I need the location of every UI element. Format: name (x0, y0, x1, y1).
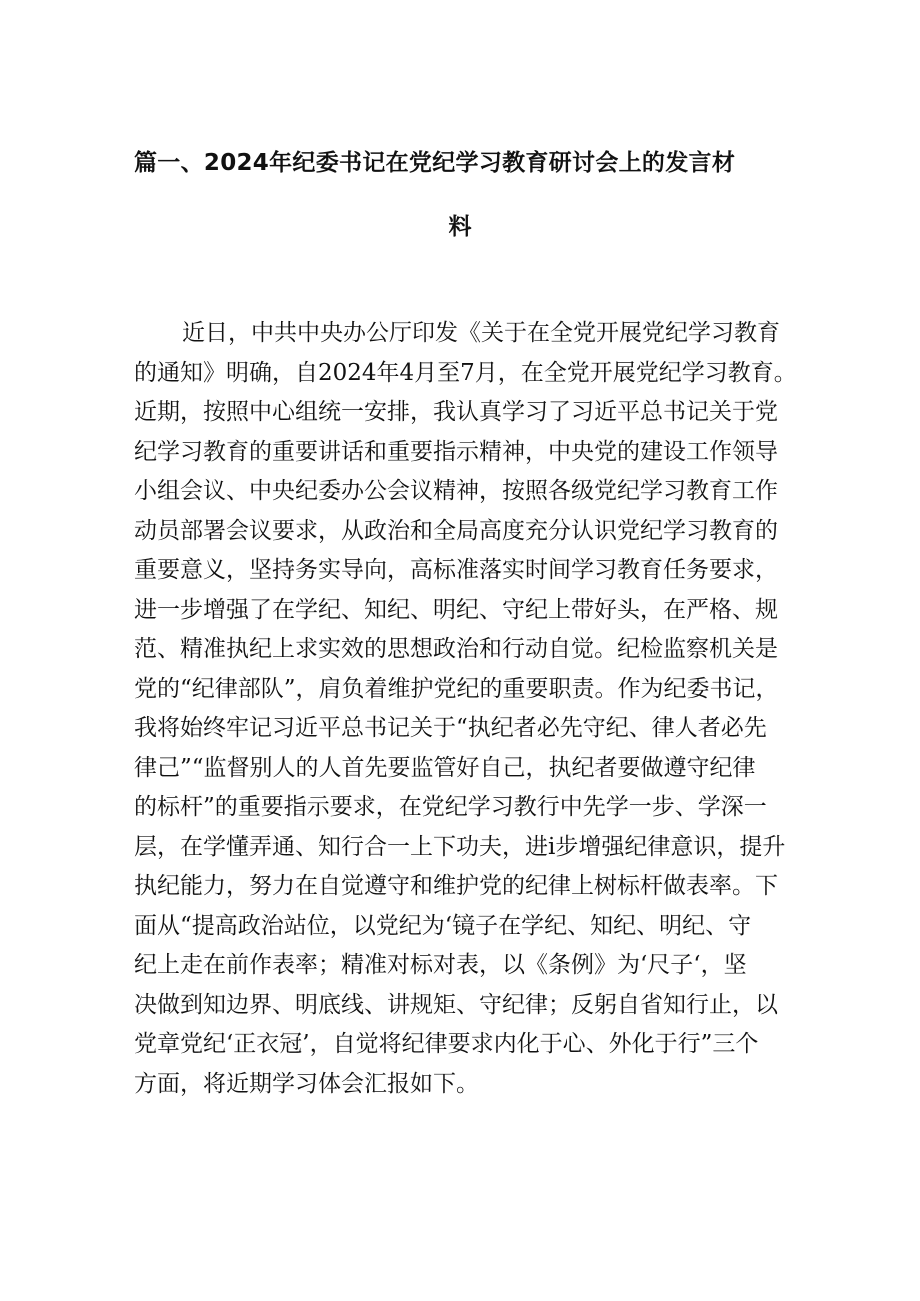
paragraph-line: 小组会议、中央纪委办公会议精神，按照各级党纪学习教育工作 (134, 478, 778, 504)
body-paragraph (134, 314, 797, 1104)
paragraph-line: 层，在学懂弄通、知行合一上下功夫，进i步增强纪律意识，提升 (134, 833, 786, 860)
paragraph-line: 我将始终牢记习近平总书记关于“执纪者必先守纪、律人者必先 (134, 715, 767, 741)
paragraph-line: 纪上走在前作表率；精准对标对表，以《条例》为‘尺子‘，坚 (134, 952, 747, 978)
paragraph-line: 范、精准执纪上求实效的思想政治和行动自觉。纪检监察机关是 (134, 636, 778, 662)
paragraph-line: 纪学习教育的重要讲话和重要指示精神，中央党的建设工作领导 (134, 438, 778, 465)
document-title-line-1: 篇一、2024年纪委书记在党纪学习教育研讨会上的发言材 (134, 150, 736, 176)
paragraph-line: 动员部署会议要求，从政治和全局高度充分认识党纪学习教育的 (134, 517, 778, 544)
paragraph-line: 方面，将近期学习体会汇报如下。 (134, 1070, 479, 1097)
paragraph-line: 执纪能力，努力在自觉遵守和维护党的纪律上树标杆做表率。下 (134, 873, 778, 899)
document-title-line-2: 料 (448, 214, 472, 240)
paragraph-line: 党的“纪律部队”，肩负着维护党纪的重要职责。作为纪委书记， (134, 675, 779, 702)
paragraph-line: 的通知》明确，自2024年4月至7月，在全党开展党纪学习教育。 (134, 359, 797, 386)
paragraph-line: 律己”“监督别人的人首先要监管好自己，执纪者要做遵守纪律 (134, 754, 756, 781)
paragraph-line: 近期，按照中心组统一安排，我认真学习了习近平总书记关于党 (134, 399, 778, 425)
paragraph-line: 党章党纪‘正衣冠’，自觉将纪律要求内化于心、外化于行”三个 (134, 1031, 759, 1057)
paragraph-line: 面从“提高政治站位，以党纪为‘镜子在学纪、知纪、明纪、守 (134, 912, 752, 939)
paragraph-line: 重要意义，坚持务实导向，高标准落实时间学习教育任务要求， (134, 557, 778, 583)
paragraph-line: 决做到知边界、明底线、讲规矩、守纪律；反躬自省知行止，以 (134, 991, 778, 1018)
paragraph-line: 进一步增强了在学纪、知纪、明纪、守纪上带好头，在严格、规 (134, 596, 778, 623)
paragraph-line: 的标杆”的重要指示要求，在党纪学习教行中先学一步、学深一 (134, 794, 767, 820)
paragraph-line: 近日，中共中央办公厅印发《关于在全党开展党纪学习教育 (182, 320, 780, 346)
